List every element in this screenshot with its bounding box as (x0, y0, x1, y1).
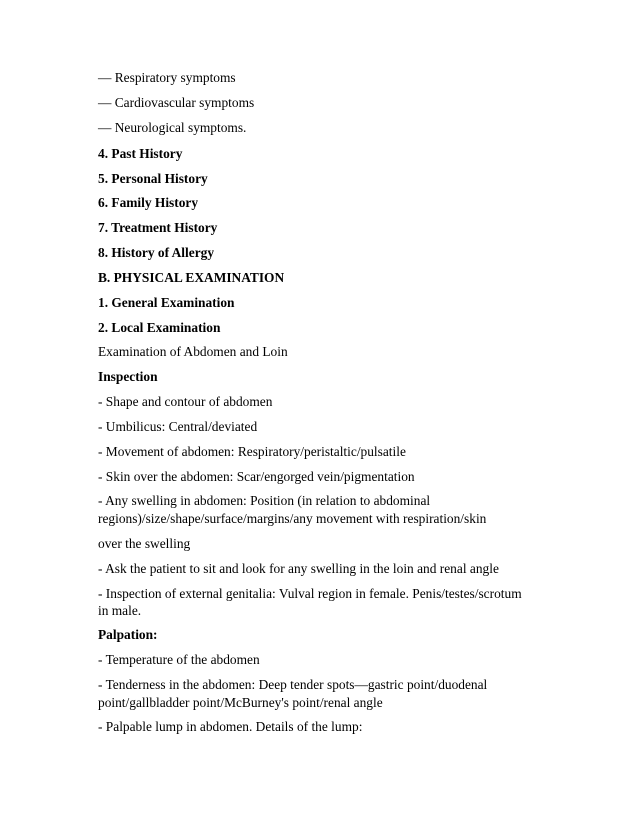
heading-past-history: 4. Past History (98, 146, 183, 161)
list-item-tenderness-cont: point/gallbladder point/McBurney's point/renal angle (98, 695, 383, 710)
list-item-swelling-cont: regions)/size/shape/surface/margins/any movement with respiration/skin (98, 511, 487, 526)
heading-inspection: Inspection (98, 369, 158, 384)
heading-history-of-allergy: 8. History of Allergy (98, 245, 215, 260)
list-item-skin: - Skin over the abdomen: Scar/engorged vein/pigmentation (98, 469, 415, 484)
heading-local-examination: 2. Local Examination (98, 320, 221, 335)
heading-personal-history: 5. Personal History (98, 171, 208, 186)
heading-treatment-history: 7. Treatment History (98, 220, 218, 235)
list-item-genitalia-cont: in male. (98, 603, 142, 618)
list-item-umbilicus: - Umbilicus: Central/deviated (98, 419, 258, 434)
list-item-movement: - Movement of abdomen: Respiratory/peristaltic/pulsatile (98, 444, 406, 459)
list-item-shape-contour: - Shape and contour of abdomen (98, 394, 273, 409)
list-item-tenderness: - Tenderness in the abdomen: Deep tender spots—gastric point/duodenal (98, 677, 488, 692)
text-line-neurological: — Neurological symptoms. (98, 120, 247, 135)
list-item-sit-look: - Ask the patient to sit and look for any swelling in the loin and renal angle (98, 561, 499, 576)
heading-palpation: Palpation: (98, 627, 158, 642)
list-item-palpable-lump: - Palpable lump in abdomen. Details of the lump: (98, 719, 363, 734)
list-item-swelling: - Any swelling in abdomen: Position (in relation to abdominal (98, 493, 431, 508)
heading-family-history: 6. Family History (98, 195, 199, 210)
text-line-abdomen-loin: Examination of Abdomen and Loin (98, 344, 288, 359)
list-item-genitalia: - Inspection of external genitalia: Vulval region in female. Penis/testes/scrotum (98, 586, 522, 601)
list-item-temperature: - Temperature of the abdomen (98, 652, 260, 667)
text-line-cardiovascular: — Cardiovascular symptoms (98, 95, 255, 110)
list-item-swelling-cont2: over the swelling (98, 536, 191, 551)
text-line-respiratory: — Respiratory symptoms (98, 70, 236, 85)
heading-physical-examination: B. PHYSICAL EXAMINATION (98, 270, 285, 285)
heading-general-examination: 1. General Examination (98, 295, 235, 310)
